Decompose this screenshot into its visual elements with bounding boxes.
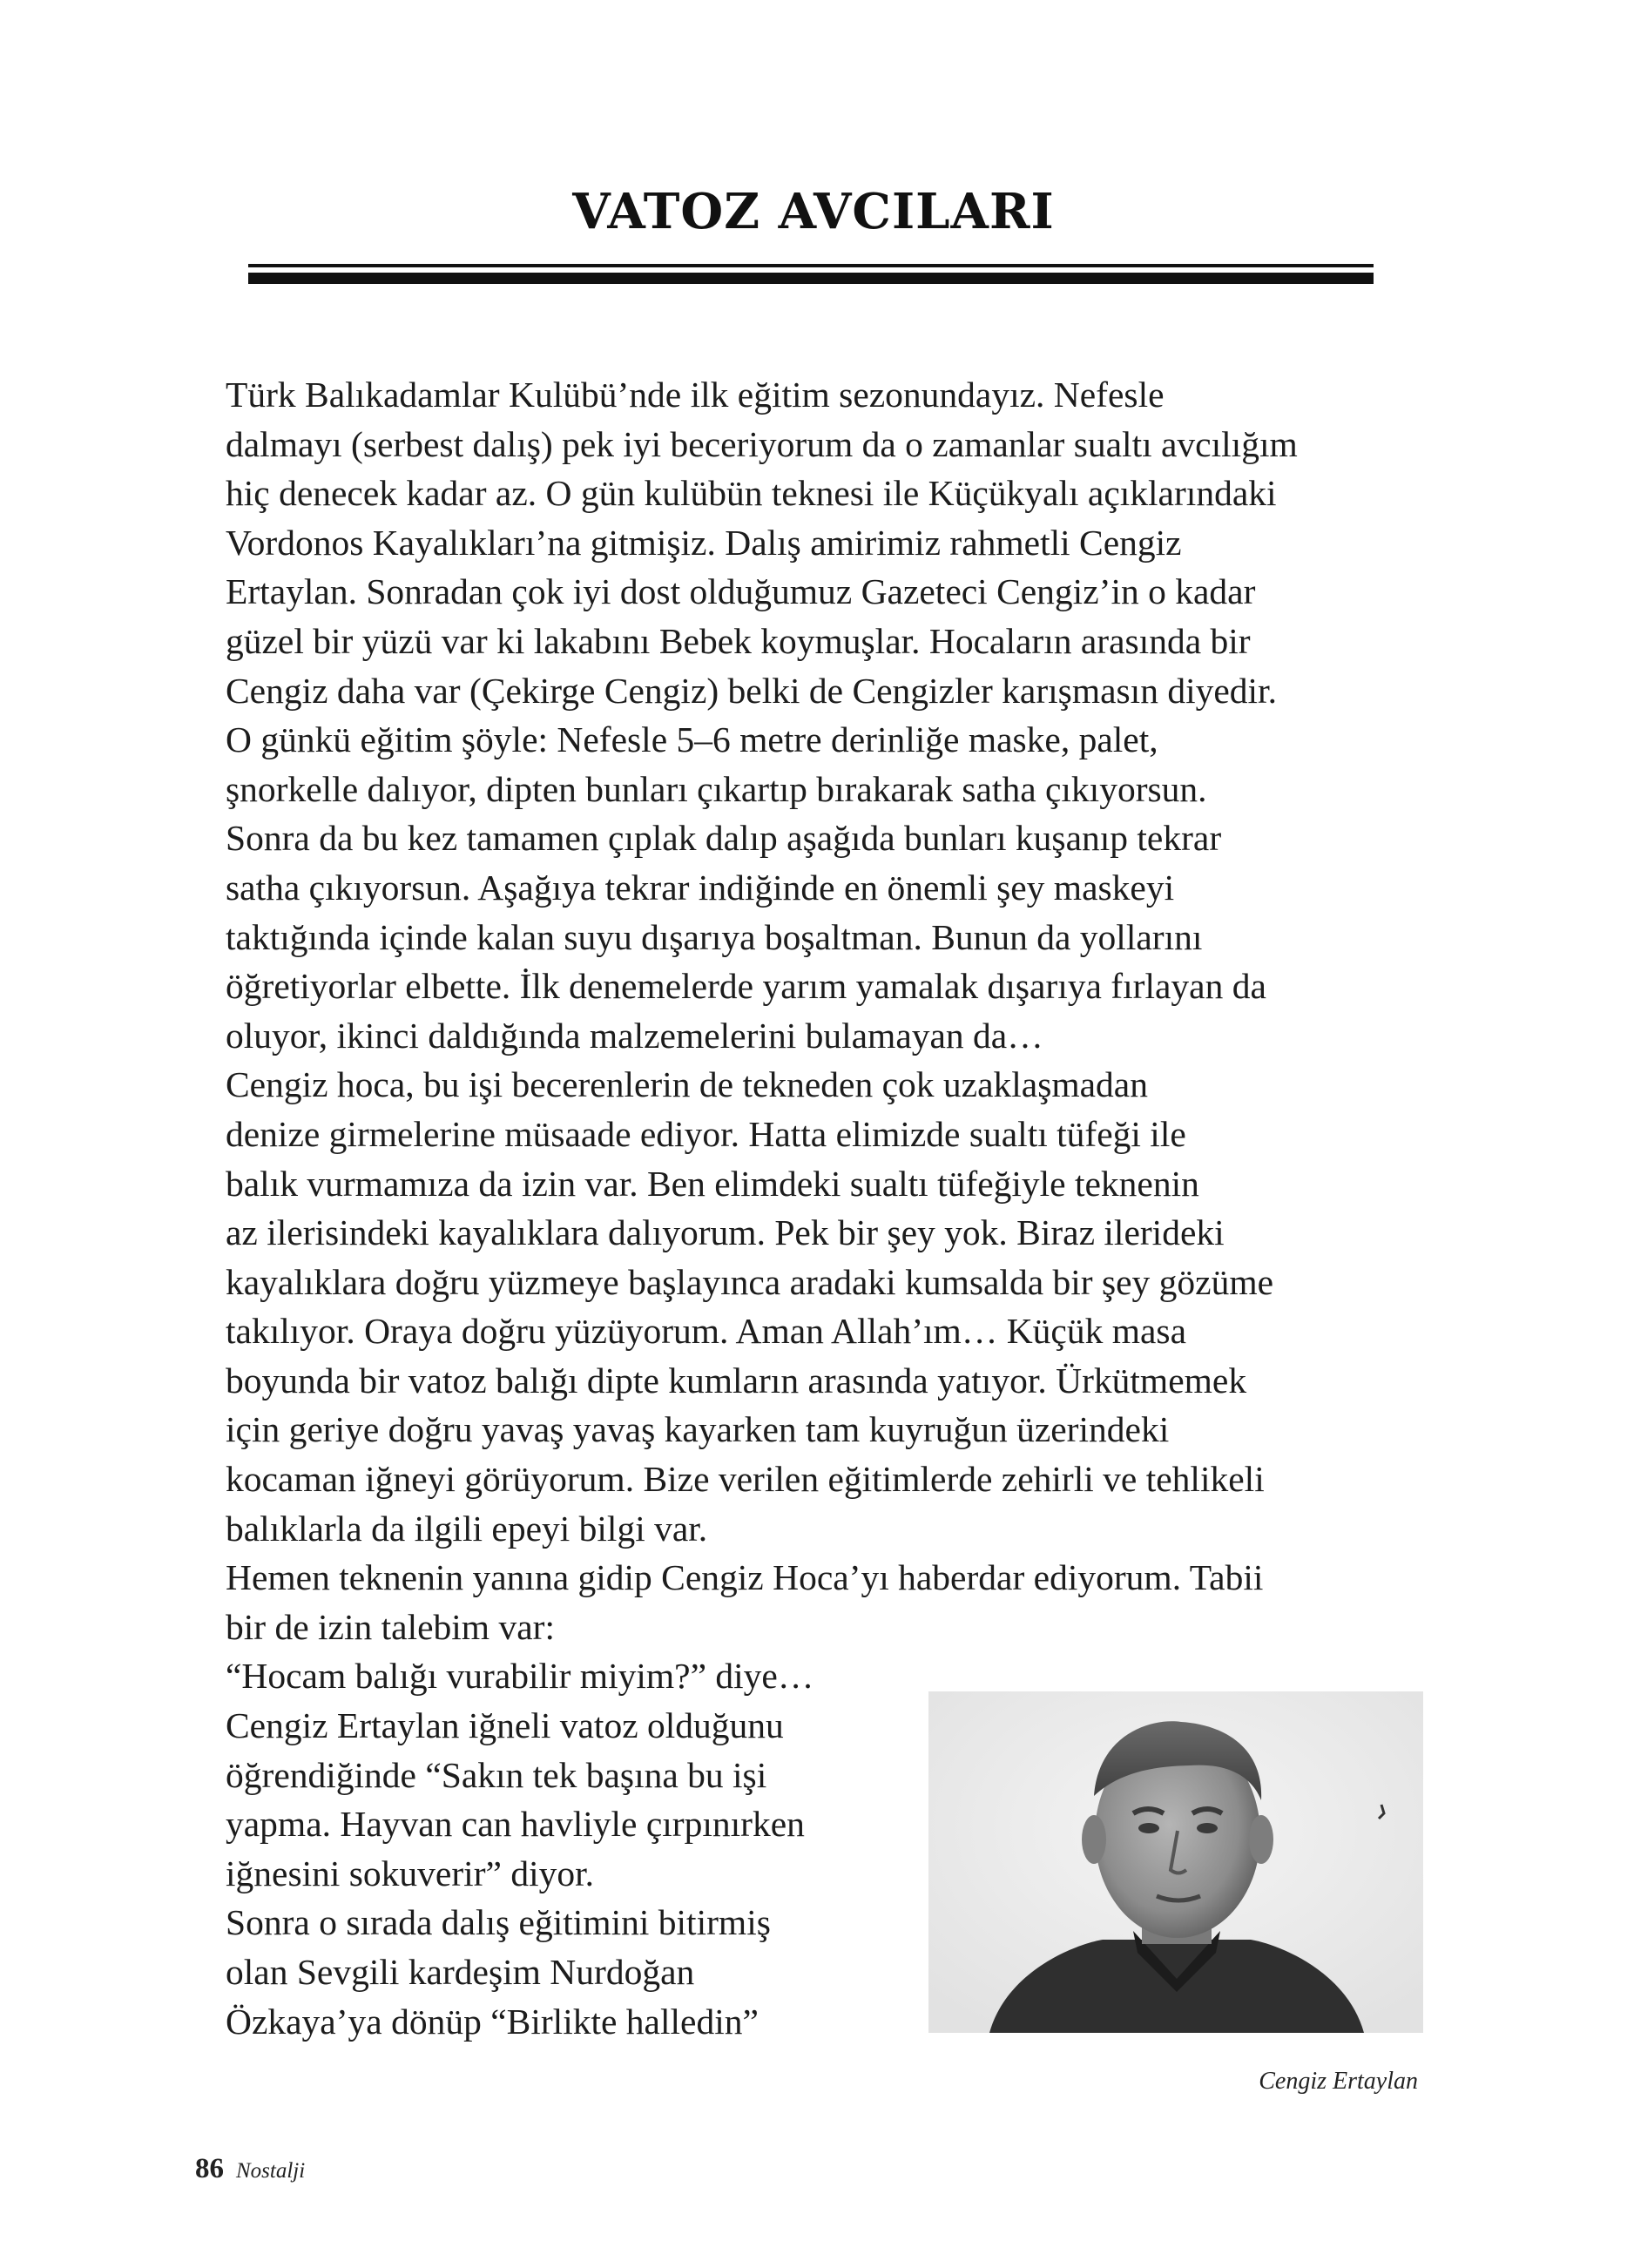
text-line: Cengiz daha var (Çekirge Cengiz) belki de Cengizler karışmasın diyedir. xyxy=(226,670,1277,711)
text-line: takılıyor. Oraya doğru yüzüyorum. Aman Allah’ım… Küçük masa xyxy=(226,1311,1186,1352)
page-number: 86 xyxy=(195,2153,224,2184)
text-line: denize girmelerine müsaade ediyor. Hatta elimizde sualtı tüfeği ile xyxy=(226,1113,1186,1154)
text-line: güzel bir yüzü var ki lakabını Bebek koymuşlar. Hocaların arasında bir xyxy=(226,620,1251,661)
text-line: hiç denecek kadar az. O gün kulübün teknesi ile Küçükyalı açıklarındaki xyxy=(226,473,1277,514)
paragraph xyxy=(195,370,1432,715)
text-line: taktığında içinde kalan suyu dışarıya boşaltman. Bunun da yollarını xyxy=(226,916,1203,957)
text-line: dalmayı (serbest dalış) pek iyi beceriyorum da o zamanlar sualtı avcılığım xyxy=(226,423,1298,464)
text-line: Sonra da bu kez tamamen çıplak dalıp aşağıda bunları kuşanıp tekrar xyxy=(226,818,1222,859)
page-footer xyxy=(195,2153,305,2185)
text-line: balık vurmamıza da izin var. Ben elimdeki sualtı tüfeğiyle teknenin xyxy=(226,1163,1199,1204)
text-line: Hemen teknenin yanına gidip Cengiz Hoca’yı haberdar ediyorum. Tabii xyxy=(226,1557,1264,1598)
text-line: boyunda bir vatoz balığı dipte kumların arasında yatıyor. Ürkütmemek xyxy=(226,1360,1247,1401)
text-line: Özkaya’ya dönüp “Birlikte halledin” xyxy=(226,2001,759,2042)
text-line: O günkü eğitim şöyle: Nefesle 5–6 metre derinliğe maske, palet, xyxy=(226,719,1158,760)
text-line: bir de izin talebim var: xyxy=(226,1606,555,1647)
text-line: oluyor, ikinci daldığında malzemelerini bulamayan da… xyxy=(226,1015,1043,1056)
text-line: öğretiyorlar elbette. İlk denemelerde yarım yamalak dışarıya fırlayan da xyxy=(226,966,1266,1007)
title-rule-thick xyxy=(248,273,1374,284)
photo-caption: Cengiz Ertaylan xyxy=(1259,2068,1418,2095)
text-line: az ilerisindeki kayalıklara dalıyorum. Pek bir şey yok. Biraz ilerideki xyxy=(226,1212,1225,1253)
text-line: olan Sevgili kardeşim Nurdoğan xyxy=(226,1952,695,1992)
text-line: Ertaylan. Sonradan çok iyi dost olduğumuz Gazeteci Cengiz’in o kadar xyxy=(226,571,1256,612)
text-line: balıklarla da ilgili epeyi bilgi var. xyxy=(226,1508,708,1549)
paragraph xyxy=(195,1060,1432,1553)
text-line: iğnesini sokuverir” diyor. xyxy=(226,1853,595,1893)
text-line: kocaman iğneyi görüyorum. Bize verilen eğitimlerde zehirli ve tehlikeli xyxy=(226,1459,1265,1500)
text-line: Cengiz hoca, bu işi becerenlerin de tekneden çok uzaklaşmadan xyxy=(226,1064,1148,1105)
paragraph xyxy=(195,1553,1432,1651)
paragraph xyxy=(195,1898,962,2046)
text-line: kayalıklara doğru yüzmeye başlayınca aradaki kumsalda bir şey gözüme xyxy=(226,1261,1274,1302)
text-line: “Hocam balığı vurabilir miyim?” diye… xyxy=(226,1656,814,1697)
text-line: için geriye doğru yavaş yavaş kayarken tam kuyruğun üzerindeki xyxy=(226,1409,1170,1450)
text-line: yapma. Hayvan can havliyle çırpınırken xyxy=(226,1804,805,1845)
paragraph xyxy=(195,715,1432,1060)
text-line: Sonra o sırada dalış eğitimini bitirmiş xyxy=(226,1902,771,1943)
portrait-illustration xyxy=(928,1691,1423,2033)
text-line: Türk Balıkadamlar Kulübü’nde ilk eğitim sezonundayız. Nefesle xyxy=(226,375,1165,415)
portrait-photo xyxy=(928,1691,1423,2033)
text-line: şnorkelle dalıyor, dipten bunları çıkartıp bırakarak satha çıkıyorsun. xyxy=(226,768,1207,809)
text-line: Vordonos Kayalıkları’na gitmişiz. Dalış amirimiz rahmetli Cengiz xyxy=(226,522,1182,563)
title-rule-thin xyxy=(248,264,1374,267)
section-name: Nostalji xyxy=(236,2159,306,2183)
text-line: satha çıkıyorsun. Aşağıya tekrar indiğinde en önemli şey maskeyi xyxy=(226,867,1175,908)
text-line: Cengiz Ertaylan iğneli vatoz olduğunu xyxy=(226,1705,784,1746)
paragraph xyxy=(195,1701,962,1898)
text-line: öğrendiğinde “Sakın tek başına bu işi xyxy=(226,1754,767,1795)
chapter-title: VATOZ AVCILARI xyxy=(572,183,1055,240)
